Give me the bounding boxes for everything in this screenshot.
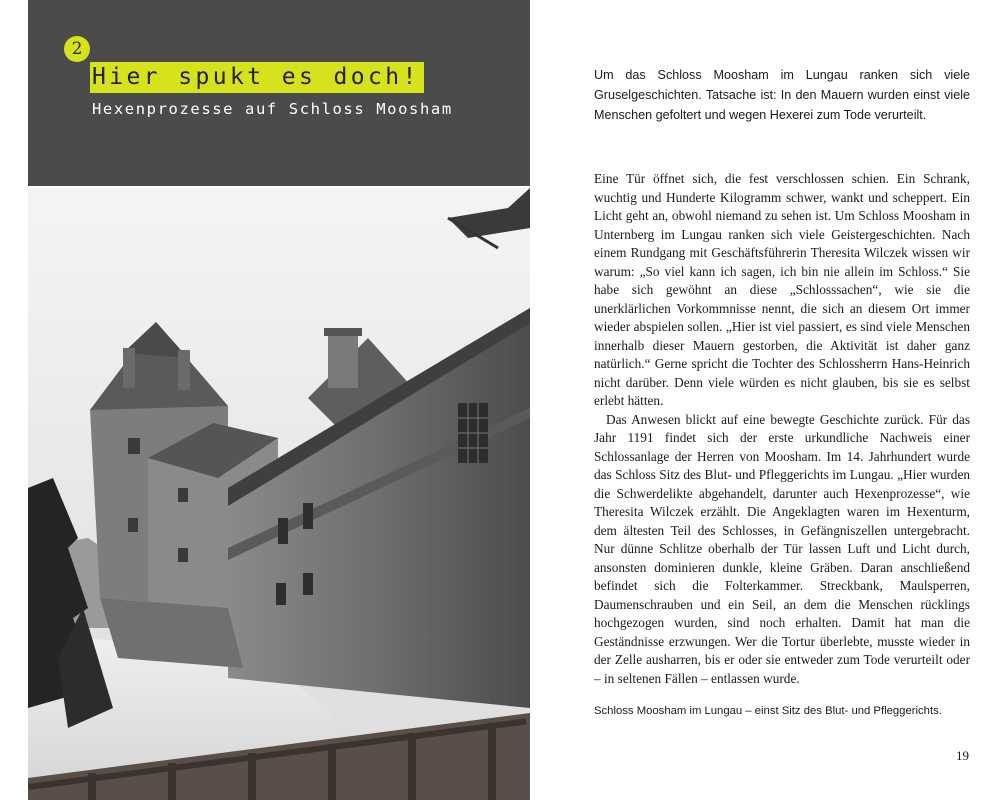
- body-paragraph: Das Anwesen blickt auf eine bewegte Geschichte zurück. Für das Jahr 1191 findet sich der erste urkundliche Nachweis einer Schlossanlage der Herren von Moosham. Im 14. Jahrhundert wurde das Schloss Sitz des Blut- und Pfleggerichts im Lungau. „Hier wurden die Schwerdelikte abgehandelt, darunter auch Hexenprozesse“, wie Theresita Wilczek erzählt. Die Angeklagten waren im Hexenturm, dem ältesten Teil des Schlosses, in Gefängniszellen untergebracht. Nur dünne Schlitze oberhalb der Tür lassen Luft und Licht durch, ansonsten dominieren dunkle, kleine Gräben. Daran anschließend befindet sich die Folterkammer. Streckbank, Maulsperren, Daumenschrauben und ein Seil, an dem die Menschen rücklings hochgezogen wurden, sind noch erhalten. Damit hat man die Geständnisse erzwungen. Wer die Tortur überlebte, musste wieder in der Zelle ausharren, bis er oder sie entweder zum Tode verurteilt oder – in seltenen Fällen – entlassen wurde.: [594, 411, 970, 686]
- page-number: 19: [956, 748, 969, 763]
- body-paragraph: Eine Tür öffnet sich, die fest verschlossen schien. Ein Schrank, wuchtig und Hunderte Kilogramm schwer, wankt und scheppert. Ein Licht geht an, obwohl niemand zu sehen ist. Um Schloss Moosham in Unternberg im Lungau ranken sich viele Geistergeschichten. Nach einem Rundgang mit Geschäftsführerin Theresita Wilczek wissen wir warum: „So viel kann ich sagen, ich bin nie allein im Schloss.“ Sie habe sich gewöhnt an diese „Schlosssachen“, wie sie die unerklärlichen Vorkommnisse nennt, die sich an diesem Ort immer wieder abspielen sollen. „Hier ist viel passiert, es sind viele Menschen innerhalb dieser Mauern gestorben, die Aktivität ist daher ganz natürlich.“ Gerne spricht die Tochter des Schlossherrn Hans-Heinrich nicht darüber. Denn viele würden es nicht glauben, bis sie es selbst erlebt hätten.: [594, 171, 970, 408]
- chapter-subtitle: Hexenprozesse auf Schloss Moosham: [92, 100, 453, 118]
- castle-photo: [28, 188, 530, 800]
- chapter-header: [28, 0, 530, 186]
- chapter-number-badge: 2: [64, 36, 90, 62]
- chapter-title: Hier spukt es doch!: [90, 62, 424, 93]
- photo-caption: Schloss Moosham im Lungau – einst Sitz des Blut- und Pfleggerichts.: [594, 705, 942, 717]
- intro-text: Um das Schloss Moosham im Lungau ranken sich viele Gruselgeschichten. Tatsache ist: In den Mauern wurden einst viele Menschen gefoltert und wegen Hexerei zum Tode verurteilt.: [594, 68, 970, 122]
- right-page: [530, 0, 1000, 800]
- article-body: [594, 170, 970, 688]
